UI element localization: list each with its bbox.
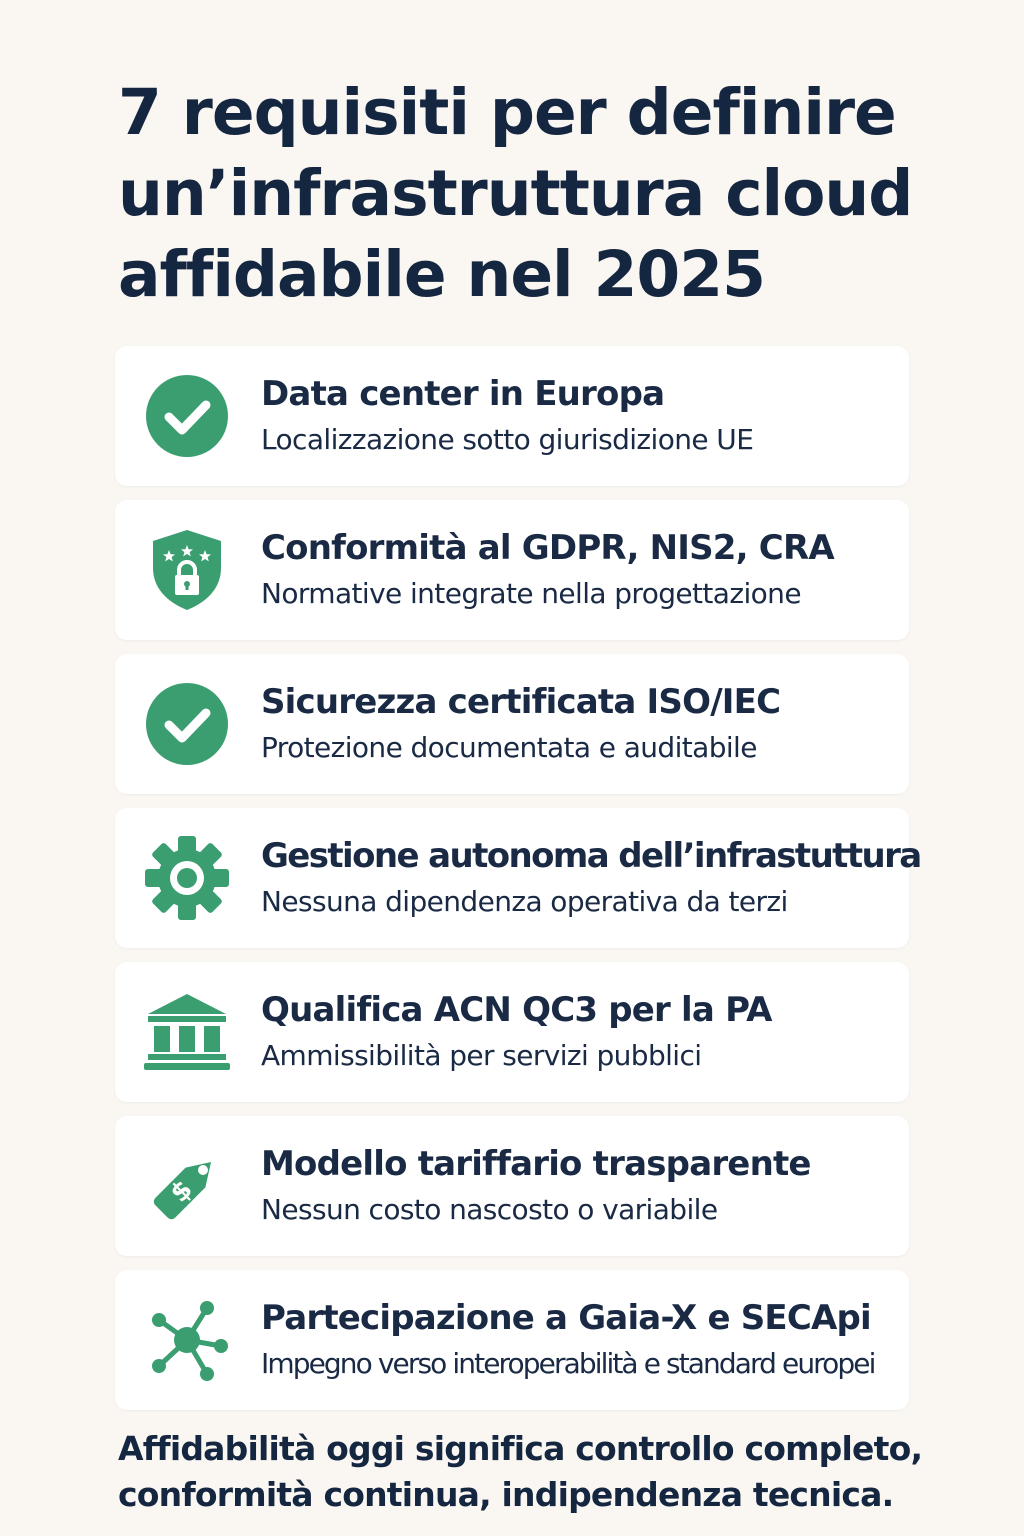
requirements-list — [115, 346, 921, 1424]
requirement-card-data-center — [115, 346, 909, 486]
requirement-heading: Sicurezza certificata ISO/IEC — [261, 682, 781, 722]
requirement-card-transparent-pricing — [115, 1116, 909, 1256]
requirement-description: Impegno verso interoperabilità e standard europei — [261, 1347, 875, 1380]
page-title: 7 requisiti per definire un’infrastruttura cloud affidabile nel 2025 — [118, 76, 913, 311]
check-circle-icon — [143, 682, 231, 766]
requirement-card-gaia-x — [115, 1270, 909, 1410]
network-nodes-icon — [143, 1298, 231, 1382]
check-circle-icon — [143, 374, 231, 458]
requirement-card-autonomous-management — [115, 808, 921, 948]
requirement-description: Protezione documentata e auditabile — [261, 731, 757, 764]
requirement-description: Normative integrate nella progettazione — [261, 577, 801, 610]
requirement-card-acn-qualification — [115, 962, 909, 1102]
footer-statement: Affidabilità oggi significa controllo completo, conformità continua, indipendenza tecnica. — [118, 1429, 923, 1514]
requirement-description: Localizzazione sotto giurisdizione UE — [261, 423, 754, 456]
requirement-heading: Modello tariffario trasparente — [261, 1144, 811, 1184]
government-building-icon — [143, 990, 231, 1074]
requirement-description: Ammissibilità per servizi pubblici — [261, 1039, 702, 1072]
requirement-card-compliance — [115, 500, 909, 640]
price-tag-icon — [143, 1144, 231, 1228]
requirement-heading: Gestione autonoma dell’infrastuttura — [261, 836, 921, 876]
gear-icon — [143, 836, 231, 920]
requirement-heading: Conformità al GDPR, NIS2, CRA — [261, 528, 834, 568]
requirement-card-iso-security — [115, 654, 909, 794]
requirement-heading: Partecipazione a Gaia-X e SECApi — [261, 1298, 871, 1338]
requirement-description: Nessun costo nascosto o variabile — [261, 1193, 718, 1226]
requirement-heading: Data center in Europa — [261, 374, 665, 414]
svg-text:$: $ — [164, 1174, 199, 1209]
requirement-description: Nessuna dipendenza operativa da terzi — [261, 885, 788, 918]
shield-lock-icon — [143, 528, 231, 612]
requirement-heading: Qualifica ACN QC3 per la PA — [261, 990, 772, 1030]
